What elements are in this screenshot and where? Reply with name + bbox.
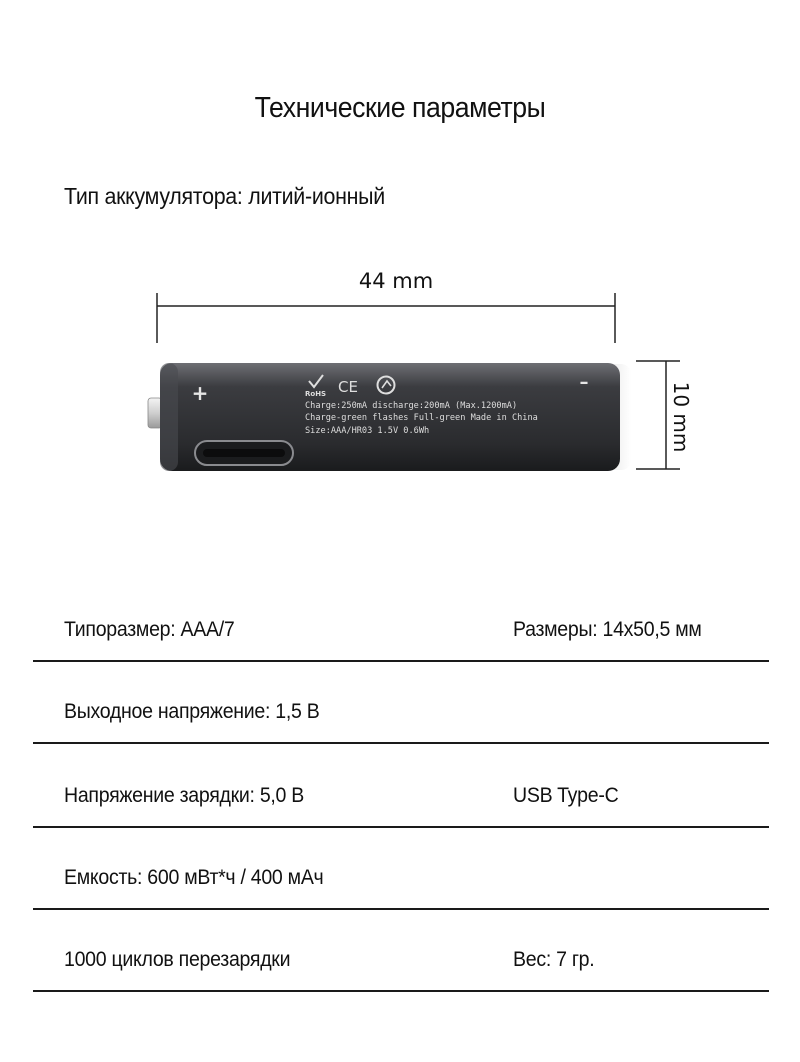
- spec-row: [33, 662, 769, 744]
- spec-charge-voltage: Напряжение зарядки: 5,0 В: [64, 784, 305, 807]
- diameter-label: 10 mm: [669, 381, 693, 453]
- length-dimension: [157, 293, 615, 343]
- battery-text-line2: Charge-green flashes Full-green Made in China: [305, 413, 538, 423]
- positive-terminal: [148, 398, 162, 428]
- spec-connector: USB Type-C: [513, 784, 619, 807]
- battery-type-label: Тип аккумулятора: литий-ионный: [64, 183, 385, 209]
- spec-weight: Вес: 7 гр.: [513, 948, 595, 971]
- minus-mark: –: [579, 372, 589, 393]
- rohs-logo: RoHS: [305, 390, 327, 398]
- battery-image: [148, 363, 631, 471]
- spec-row: [33, 744, 769, 828]
- spec-size-type: Типоразмер: ААА/7: [64, 618, 235, 641]
- battery-text-line3: Size:AAA/HR03 1.5V 0.6Wh: [305, 426, 430, 436]
- specs-table: [33, 600, 769, 992]
- spec-row: [33, 600, 769, 662]
- battery-text-line1: Charge:250mA discharge:200mA (Max.1200mA): [305, 401, 518, 411]
- page-title: Технические параметры: [254, 92, 546, 124]
- spec-dimensions: Размеры: 14х50,5 мм: [513, 618, 702, 641]
- spec-row: [33, 910, 769, 992]
- plus-mark: +: [191, 381, 209, 405]
- length-label: 44 mm: [358, 269, 434, 293]
- ce-logo: CE: [338, 378, 358, 396]
- spec-output-voltage: Выходное напряжение: 1,5 В: [64, 700, 320, 723]
- battery-figure: [0, 255, 800, 495]
- spec-capacity: Емкость: 600 мВт*ч / 400 мАч: [64, 866, 324, 889]
- spec-row: [33, 828, 769, 910]
- spec-cycles: 1000 циклов перезарядки: [64, 948, 291, 971]
